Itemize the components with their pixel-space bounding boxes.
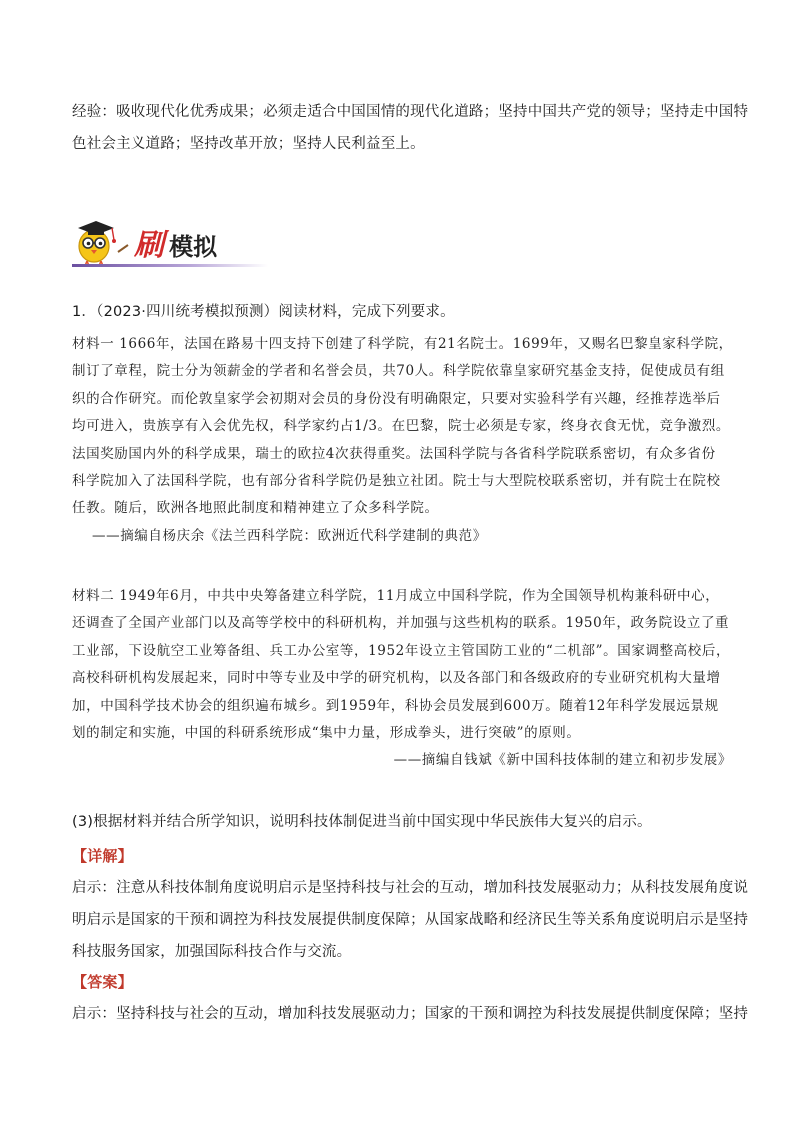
intro-line: 色社会主义道路；坚持改革开放；坚持人民利益至上。 [72,136,425,152]
section-underline [72,264,268,267]
material-line: 还调查了全国产业部门以及高等学校中的科研机构，并加强与这些机构的联系。1950年，政务院设立了重 [72,615,730,632]
answer-label: 【答案】 [72,973,133,991]
material-line: 划的制定和实施，中国的科研系统形成“集中力量，形成拳头，进行突破”的原则。 [72,724,581,741]
brush-glyph: 刷 [134,228,164,263]
material-source: ——摘编自杨庆余《法兰西科学院：欧洲近代科学建制的典范》 [92,527,487,544]
section-header [72,214,272,270]
material-line: 织的合作研究。而伦敦皇家学会初期对会员的身份没有明确限定，只要对实验科学有兴趣，经推荐选举后 [72,390,721,407]
question-title: 1．（2023·四川统考模拟预测）阅读材料，完成下列要求。 [72,304,455,320]
material-line: 均可进入，贵族享有入会优先权，科学家约占1/3。在巴黎，院士必须是专家，终身衣食无忧，竞争激烈。 [72,418,731,435]
section-title-text: 模拟 [169,232,218,261]
intro-line: 经验：吸收现代化优秀成果；必须走适合中国国情的现代化道路；坚持中国共产党的领导；坚持走中国特 [72,104,749,120]
material-one [72,331,732,550]
section-title [134,220,217,264]
detail-line: 明启示是国家的干预和调控为科技发展提供制度保障；从国家战略和经济民生等关系角度说明启示是坚持 [72,912,749,928]
material-line: 法国奖励国内外的科学成果，瑞士的欧拉4次获得重奖。法国科学院与各省科学院联系密切，有众多省份 [72,445,716,462]
material-line: 任教。随后，欧洲各地照此制度和精神建立了众多科学院。 [72,500,439,517]
answer-section [72,966,749,1030]
graduation-cap-bird-icon [72,214,130,270]
detail-section [72,840,749,968]
sub-question-text: (3)根据材料并结合所学知识，说明科技体制促进当前中国实现中华民族伟大复兴的启示。 [72,814,652,830]
material-line: 工业部，下设航空工业筹备组、兵工办公室等，1952年设立主管国防工业的“二机部”。国家调整高校后， [72,642,731,659]
sub-question [72,806,732,838]
intro-paragraph [72,96,749,160]
material-line: 加，中国科学技术协会的组织遍布城乡。到1959年，科协会员发展到600万。随着12年科学发展远景规 [72,697,719,714]
material-line: 材料一 1666年，法国在路易十四支持下创建了科学院，有21名院士。1699年，又赐名巴黎皇家科学院， [72,336,733,352]
material-line: 科学院加入了法国科学院，也有部分省科学院仍是独立社团。院士与大型院校联系密切，并有院士在院校 [72,472,721,489]
material-line: 制订了章程，院士分为领薪金的学者和名誉会员，共70人。科学院依靠皇家研究基金支持，促使成员有组 [72,363,725,380]
material-source: ——摘编自钱斌《新中国科技体制的建立和初步发展》 [393,752,732,769]
material-line: 高校科研机构发展起来，同时中等专业及中学的研究机构，以及各部门和各级政府的专业研究机构大量增 [72,670,721,687]
detail-label: 【详解】 [72,847,133,865]
detail-line: 科技服务国家，加强国际科技合作与交流。 [72,944,352,960]
question-head [72,296,732,328]
detail-line: 启示：注意从科技体制角度说明启示是坚持科技与社会的互动，增加科技发展驱动力；从科技发展角度说 [72,880,749,896]
material-line: 材料二 1949年6月，中共中央筹备建立科学院，11月成立中国科学院，作为全国领导机构兼科研中心， [72,588,720,604]
answer-line: 启示：坚持科技与社会的互动，增加科技发展驱动力；国家的干预和调控为科技发展提供制度保障；坚持 [72,1006,749,1022]
material-two [72,583,732,775]
